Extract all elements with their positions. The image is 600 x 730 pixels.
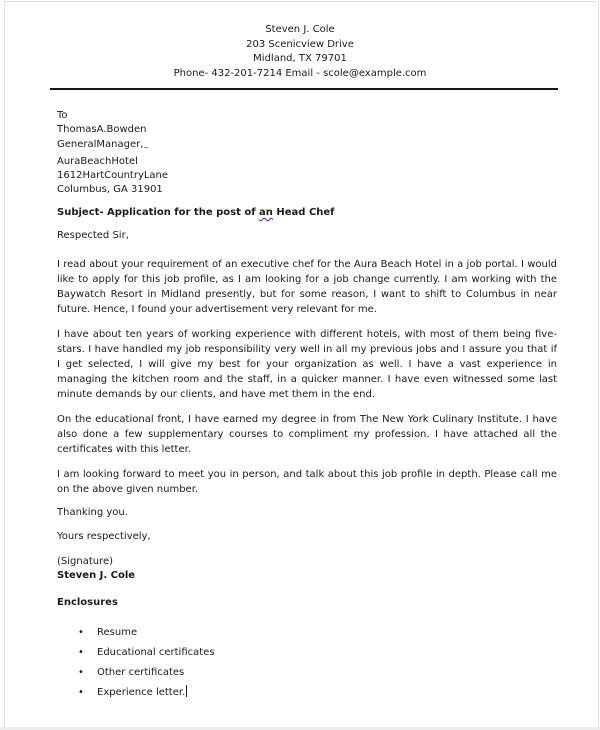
subject-prefix: Subject- Application for the post of: [57, 206, 260, 218]
bullet-icon: •: [78, 626, 84, 638]
list-item: [57, 663, 600, 683]
signature-placeholder: (Signature): [57, 555, 114, 567]
recipient-to-label: To: [57, 110, 68, 121]
grammar-flagged-word: an: [259, 206, 273, 218]
recipient-company: AuraBeachHotel: [57, 155, 138, 167]
enclosures-list: [57, 623, 600, 703]
enclosure-item-other-certificates: Other certificates: [97, 666, 185, 678]
bullet-icon: •: [78, 666, 84, 678]
subject-suffix: Head Chef: [272, 206, 335, 218]
closing-thanks: Thanking you.: [57, 506, 128, 518]
enclosure-item-resume: Resume: [97, 626, 138, 638]
body-paragraph-1: I read about your requirement of an executive chef for the Aura Beach Hotel in a job portal. I would like to apply for this job profile, as I am looking for a job change currently. I am working with the Baywatch Resort in Midland presently, but for some reason, I want to shift to Columbus in near future. Hence, I found your advertisement very relevant for me.: [57, 258, 557, 315]
sender-name: Steven J. Cole: [265, 24, 335, 35]
recipient-street: 1612HartCountryLane: [57, 170, 169, 182]
sender-address-line2: Midland, TX 79701: [253, 53, 347, 64]
recipient-title-line: [57, 138, 600, 155]
enclosure-item-educational-certificates: Educational certificates: [97, 646, 215, 658]
signer-name: Steven J. Cole: [57, 569, 136, 581]
bullet-icon: •: [78, 646, 84, 658]
recipient-city: Columbus, GA 31901: [57, 184, 163, 196]
enclosure-item-experience-letter: Experience letter.: [97, 686, 186, 698]
salutation: Respected Sir,: [57, 229, 129, 241]
list-item: [57, 623, 600, 643]
body-paragraph-3: On the educational front, I have earned my degree in from The New York Culinary Institute. I have also done a few supplementary courses to compliment my profession. I have attached all the certificates with this letter.: [57, 413, 557, 455]
signature-block: [57, 555, 600, 583]
body-paragraph-4: I am looking forward to meet you in person, and talk about this job profile in depth. Please call me on the above given number.: [57, 468, 557, 495]
closing-valediction: Yours respectively,: [57, 530, 151, 542]
list-item: [57, 643, 600, 663]
enclosures-heading: Enclosures: [57, 596, 118, 608]
list-item: [57, 683, 600, 703]
recipient-title: GeneralManager,: [57, 138, 144, 150]
divider-rule: [50, 88, 558, 90]
subject-line: [57, 207, 557, 218]
recipient-block: [57, 109, 600, 198]
recipient-name: ThomasA.Bowden: [57, 124, 147, 136]
sender-contact-line: Phone- 432-201-7214 Email - scole@example.com: [173, 67, 427, 79]
letterhead: [0, 0, 600, 81]
text-cursor: [186, 685, 187, 697]
body-paragraph-2: I have about ten years of working experience with different hotels, with most of them being five-stars. I have handled my job responsibility very well in all my previous jobs and I assure you that if I get selected, I will give my best for your organization as well. I have a vast experience in managing the kitchen room and the staff, in a quicker manner. I have even witnessed some last minute demands by our clients, and have met them in the end.: [57, 328, 557, 400]
sender-address-line1: 203 Scenicview Drive: [246, 38, 354, 50]
bullet-icon: •: [78, 686, 84, 698]
spellcheck-artifact-icon: ~: [143, 143, 149, 152]
